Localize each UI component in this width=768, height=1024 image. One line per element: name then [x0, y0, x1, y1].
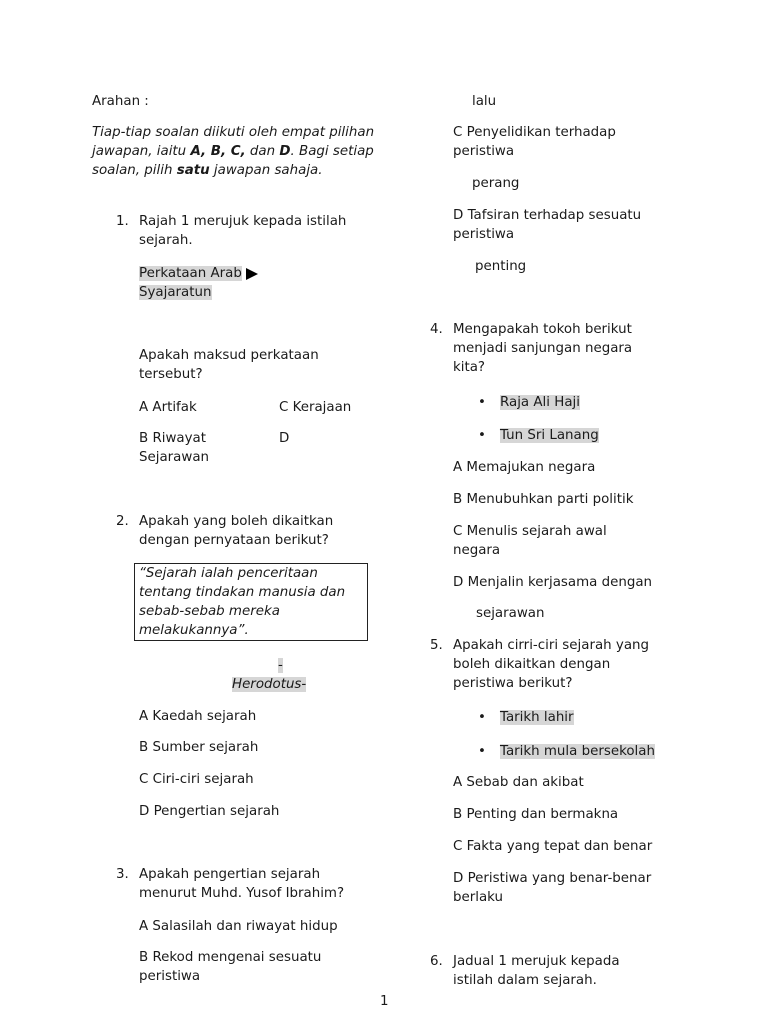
q4-bullet-2: Tun Sri Lanang — [500, 428, 599, 443]
q5-option-b: B Penting dan bermakna — [453, 807, 619, 822]
q1-option-d-cont: Sejarawan — [139, 450, 210, 465]
question-3-number: 3. — [116, 867, 129, 882]
q3-option-a: A Salasilah dan riwayat hidup — [139, 919, 338, 934]
q4-option-b: B Menubuhkan parti politik — [453, 492, 634, 507]
question-1-text: Rajah 1 merujuk kepada istilah sejarah. — [139, 214, 347, 248]
q2-option-d: D Pengertian sejarah — [139, 804, 280, 819]
q5-option-c: C Fakta yang tepat dan benar — [453, 839, 653, 854]
q3-option-d-cont: penting — [475, 259, 527, 274]
question-2-text: Apakah yang boleh dikaitkan dengan pernyataan berikut? — [139, 514, 334, 548]
question-2-number: 2. — [116, 514, 129, 529]
arrow-right-icon — [246, 268, 258, 280]
instructions-heading: Arahan : — [92, 94, 149, 109]
q4-bullet-1: Raja Ali Haji — [500, 395, 580, 410]
bullet-icon: • — [478, 710, 486, 725]
q1-option-b: B Riwayat — [139, 431, 207, 446]
q5-bullet-1: Tarikh lahir — [500, 710, 574, 725]
q5-bullet-2: Tarikh mula bersekolah — [500, 744, 655, 759]
q3-option-c-cont: perang — [472, 176, 520, 191]
q2-option-b: B Sumber sejarah — [139, 740, 259, 755]
q1-option-a: A Artifak — [139, 400, 197, 415]
q3-option-c: C Penyelidikan terhadap peristiwa — [453, 125, 616, 159]
question-4-number: 4. — [430, 322, 443, 337]
q2-option-a: A Kaedah sejarah — [139, 709, 257, 724]
q5-option-d: D Peristiwa yang benar-benar berlaku — [453, 871, 652, 905]
question-5-text: Apakah cirri-ciri sejarah yang boleh dikaitkan dengan peristiwa berikut? — [453, 638, 650, 691]
page-number: 1 — [380, 994, 389, 1009]
q2-option-c: C Ciri-ciri sejarah — [139, 772, 254, 787]
quote-author: Herodotus- — [232, 677, 307, 692]
diagram-1 — [139, 264, 242, 302]
question-1-number: 1. — [116, 214, 129, 229]
question-4-text: Mengapakah tokoh berikut menjadi sanjungan negara kita? — [453, 322, 633, 375]
bullet-icon: • — [478, 428, 486, 443]
q4-option-d: D Menjalin kerjasama dengan — [453, 575, 653, 590]
q4-option-a: A Memajukan negara — [453, 460, 596, 475]
q5-option-a: A Sebab dan akibat — [453, 775, 584, 790]
bullet-icon: • — [478, 395, 486, 410]
q4-option-d-cont: sejarawan — [476, 606, 545, 621]
question-6-text: Jadual 1 merujuk kepada istilah dalam sejarah. — [453, 954, 620, 988]
instructions-text: Tiap-tiap soalan diikuti oleh empat pilihan jawapan, iaitu A, B, C, dan D. Bagi setiap soalan, pilih satu jawapan sahaja. — [92, 125, 375, 178]
q4-option-c: C Menulis sejarah awal negara — [453, 524, 607, 558]
q1-option-d: D — [279, 431, 290, 446]
question-3-text: Apakah pengertian sejarah menurut Muhd. Yusof Ibrahim? — [139, 867, 345, 901]
q3-option-b: B Rekod mengenai sesuatu peristiwa — [139, 950, 322, 984]
question-1-prompt: Apakah maksud perkataan tersebut? — [139, 348, 319, 382]
q1-option-c: C Kerajaan — [279, 400, 352, 415]
quote-dash: - — [278, 658, 283, 673]
q3-option-d: D Tafsiran terhadap sesuatu peristiwa — [453, 208, 642, 242]
bullet-icon: • — [478, 744, 486, 759]
question-6-number: 6. — [430, 954, 443, 969]
quote-box: “Sejarah ialah penceritaan tentang tindakan manusia dan sebab-sebab mereka melakukannya”. — [134, 563, 368, 641]
diagram-1-line2: Syajaratun — [139, 285, 212, 300]
q3-option-b-cont: lalu — [472, 94, 497, 109]
question-5-number: 5. — [430, 638, 443, 653]
diagram-1-line1: Perkataan Arab — [139, 266, 242, 281]
